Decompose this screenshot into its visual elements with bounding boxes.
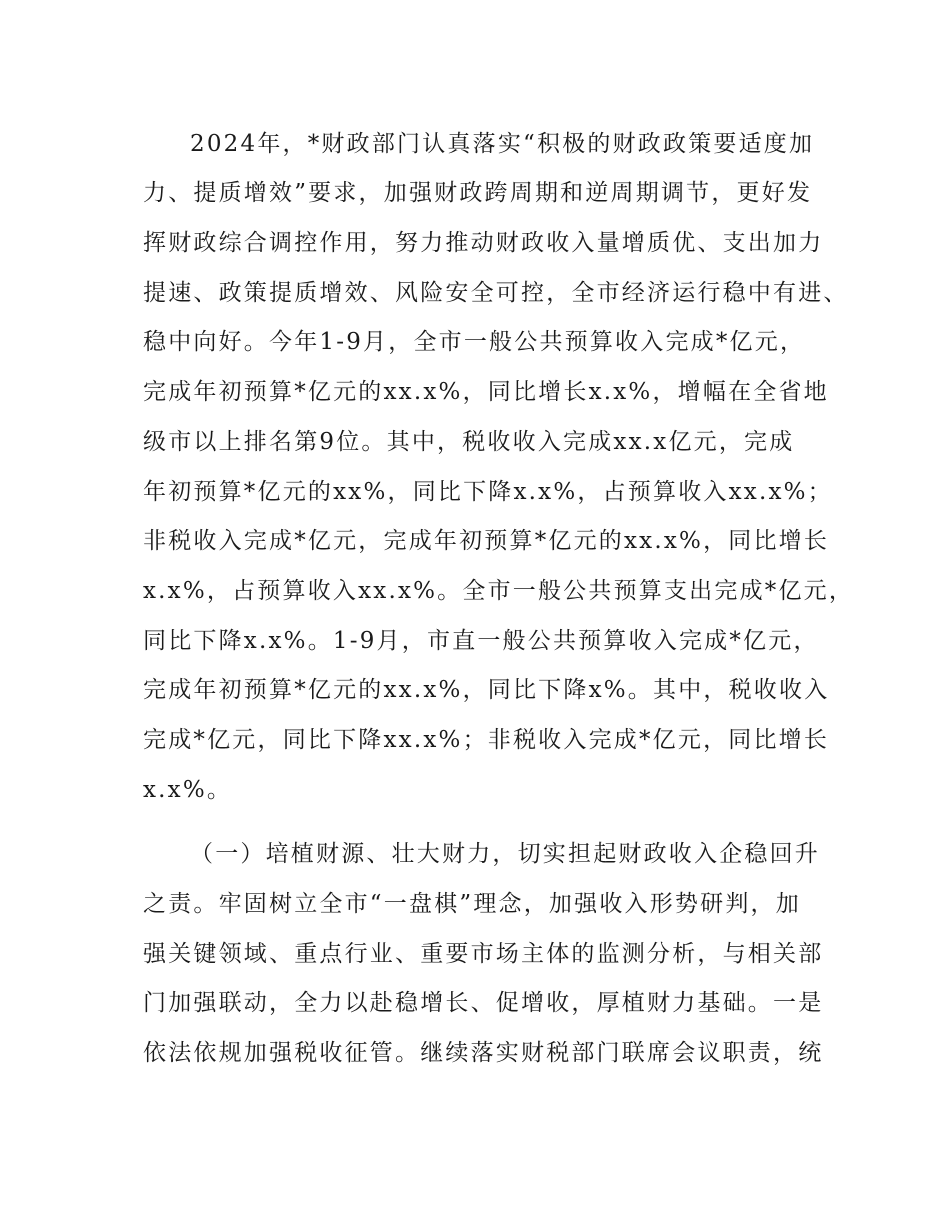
text-line: 稳中向好。今年1-9月，全市一般公共预算收入完成*亿元， <box>143 329 806 355</box>
text-line: 力、提质增效”要求，加强财政跨周期和逆周期调节，更好发 <box>143 180 813 206</box>
text-line: 完成年初预算*亿元的xx.x%，同比增长x.x%，增幅在全省地 <box>143 379 829 405</box>
text-line: 挥财政综合调控作用，努力推动财政收入量增质优、支出加力 <box>143 230 824 256</box>
text-line: 完成年初预算*亿元的xx.x%，同比下降x%。其中，税收收入 <box>143 677 830 703</box>
text-line: x.x%。 <box>143 777 233 803</box>
text-line: 2024年，*财政部门认真落实“积极的财政政策要适度加 <box>190 131 815 157</box>
text-line: x.x%，占预算收入xx.x%。全市一般公共预算支出完成*亿元， <box>143 578 855 604</box>
text-line: 年初预算*亿元的xx%，同比下降x.x%，占预算收入xx.x%； <box>143 479 833 505</box>
text-line: （一）培植财源、壮大财力，切实担起财政收入企稳回升 <box>190 841 820 867</box>
text-line: 提速、政策提质增效、风险安全可控，全市经济运行稳中有进、 <box>143 280 849 306</box>
text-line: 同比下降x.x%。1-9月，市直一般公共预算收入完成*亿元， <box>143 628 819 654</box>
text-line: 完成*亿元，同比下降xx.x%；非税收入完成*亿元，同比增长 <box>143 727 830 753</box>
text-line: 之责。牢固树立全市“一盘棋”理念，加强收入形势研判，加 <box>143 891 801 917</box>
text-line: 级市以上排名第9位。其中，税收收入完成xx.x亿元，完成 <box>143 429 795 455</box>
text-line: 门加强联动，全力以赴稳增长、促增收，厚植财力基础。一是 <box>143 990 824 1016</box>
text-line: 强关键领域、重点行业、重要市场主体的监测分析，与相关部 <box>143 941 824 967</box>
text-line: 依法依规加强税收征管。继续落实财税部门联席会议职责，统 <box>143 1040 824 1066</box>
text-line: 非税收入完成*亿元，完成年初预算*亿元的xx.x%，同比增长 <box>143 528 830 554</box>
